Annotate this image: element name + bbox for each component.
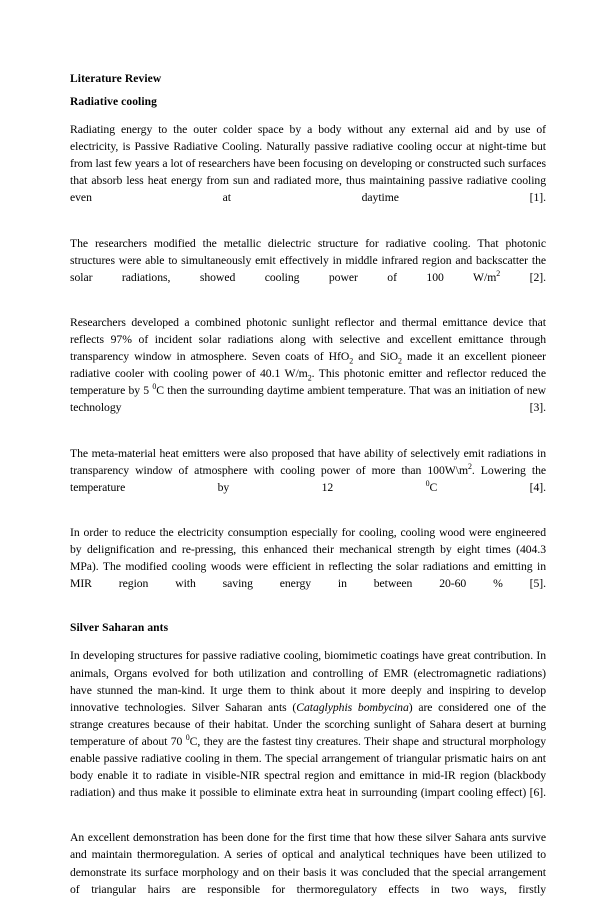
paragraph-text-part: ) are considered one of the strange creatures because of their habitat. Under the scorching sunlight of Sahara desert at burning temperature of about 70	[70, 700, 546, 748]
paragraph-metallic-dielectric	[70, 235, 546, 303]
paragraph-text-part: made it an excellent pioneer radiative cooler with cooling power of 40.1 W/m	[70, 350, 546, 381]
subscript-sio2: 2	[398, 356, 402, 366]
paragraph-text-part: . This photonic emitter and reflector reduced the temperature by 5	[70, 367, 546, 398]
document-body	[70, 72, 546, 915]
paragraph-text-part: . Lowering the temperature by 12	[70, 463, 547, 494]
section-heading-literature-review: Literature Review	[70, 73, 162, 85]
paragraph-photonic-reflector	[70, 314, 546, 434]
paragraph-text: An excellent demonstration has been done for the first time that how these silver Sahara ants survive and maintain thermoregulation. A series of optical and analytical techniques have been utilized to demonstrate its surface morphology and on their basis it was concluded that the special arrangement of triangular hairs are responsible for thermoregulatory effects in two ways, firstly	[70, 831, 546, 896]
paragraph-text: In order to reduce the electricity consumption especially for cooling, cooling wood were engineered by delignification and re-pressing, this enhanced their mechanical strength by eight times (404.3 MPa). The modified cooling woods were efficient in reflecting the solar radiations and emitting in MIR region with saving energy in between 20-60 % [5].	[70, 525, 546, 591]
paragraph-cooling-wood	[70, 524, 546, 609]
subsection-heading-radiative-cooling: Radiative cooling	[70, 96, 157, 108]
superscript-unit-exponent: 2	[496, 268, 501, 278]
paragraph-text-part: Researchers developed a combined photonic sunlight reflector and thermal emittance device that reflects 97% of incident solar radiations along with selective and excellent emittance through transparency window in atmosphere. Seven coats of HfO	[70, 315, 546, 364]
superscript-degree-symbol: 0	[152, 382, 157, 392]
superscript-degree-symbol: 0	[425, 478, 430, 488]
paragraph-text-part: In developing structures for passive radiative cooling, biomimetic coatings have great contribution. In animals, Organs evolved for both utilization and controlling of EMR (electromagnetic radiations) have stunned the man-kind. It urge them to think about it more deeply and inspiring to develop innovative technologies. Silver Saharan ants (	[70, 649, 546, 714]
superscript-unit-exponent: 2	[467, 461, 472, 471]
subsection-heading-silver-saharan-ants: Silver Saharan ants	[70, 622, 169, 635]
subscript-hfo2: 2	[349, 356, 354, 366]
subscript-unit-exponent: 2	[307, 373, 312, 383]
paragraph-thermoregulation-demonstration	[70, 829, 546, 914]
species-name-italic: Cataglyphis bombycina	[296, 700, 409, 714]
superscript-degree-symbol: 0	[185, 733, 190, 743]
paragraph-text-part: C then the surrounding daytime ambient temperature. That was an initiation of new technology [3].	[70, 384, 546, 415]
paragraph-text-part: and SiO	[353, 350, 399, 364]
paragraph-text-part: C [4].	[429, 480, 546, 494]
paragraph-text-part: The meta-material heat emitters were also proposed that have ability of selectively emit radiations in transparency window of atmosphere with cooling power of more than 100W\m	[70, 446, 546, 477]
paragraph-text-part: [2].	[500, 270, 546, 284]
paragraph-biomimetic-coatings	[70, 647, 546, 818]
paragraph-text: Radiating energy to the outer colder space by a body without any external aid and by use of electricity, is Passive Radiative Cooling. Naturally passive radiative cooling occur at night-time but from last few years a lot of researchers have been focusing on developing or constructed such surfaces that absorb less heat energy from sun and radiated more, thus maintaining passive radiative cooling even at daytime [1].	[70, 123, 546, 205]
paragraph-text-part: The researchers modified the metallic dielectric structure for radiative cooling. That photonic structures were able to simultaneously emit effectively in middle infrared region and backscatter the solar radiations, showed cooling power of 100 W/m	[70, 236, 546, 284]
paragraph-meta-material-emitters	[70, 445, 546, 513]
paragraph-radiative-cooling-intro	[70, 121, 546, 224]
paragraph-text-part: C, they are the fastest tiny creatures. Their shape and structural morphology enable passive radiative cooling in them. The special arrangement of triangular prismatic hairs on ant body enable it to radiate in visible-NIR spectral region and emittance in mid-IR region (blackbody radiation) and thus make it possible to eliminate extra heat in surrounding (impart cooling effect) [6].	[70, 734, 546, 800]
